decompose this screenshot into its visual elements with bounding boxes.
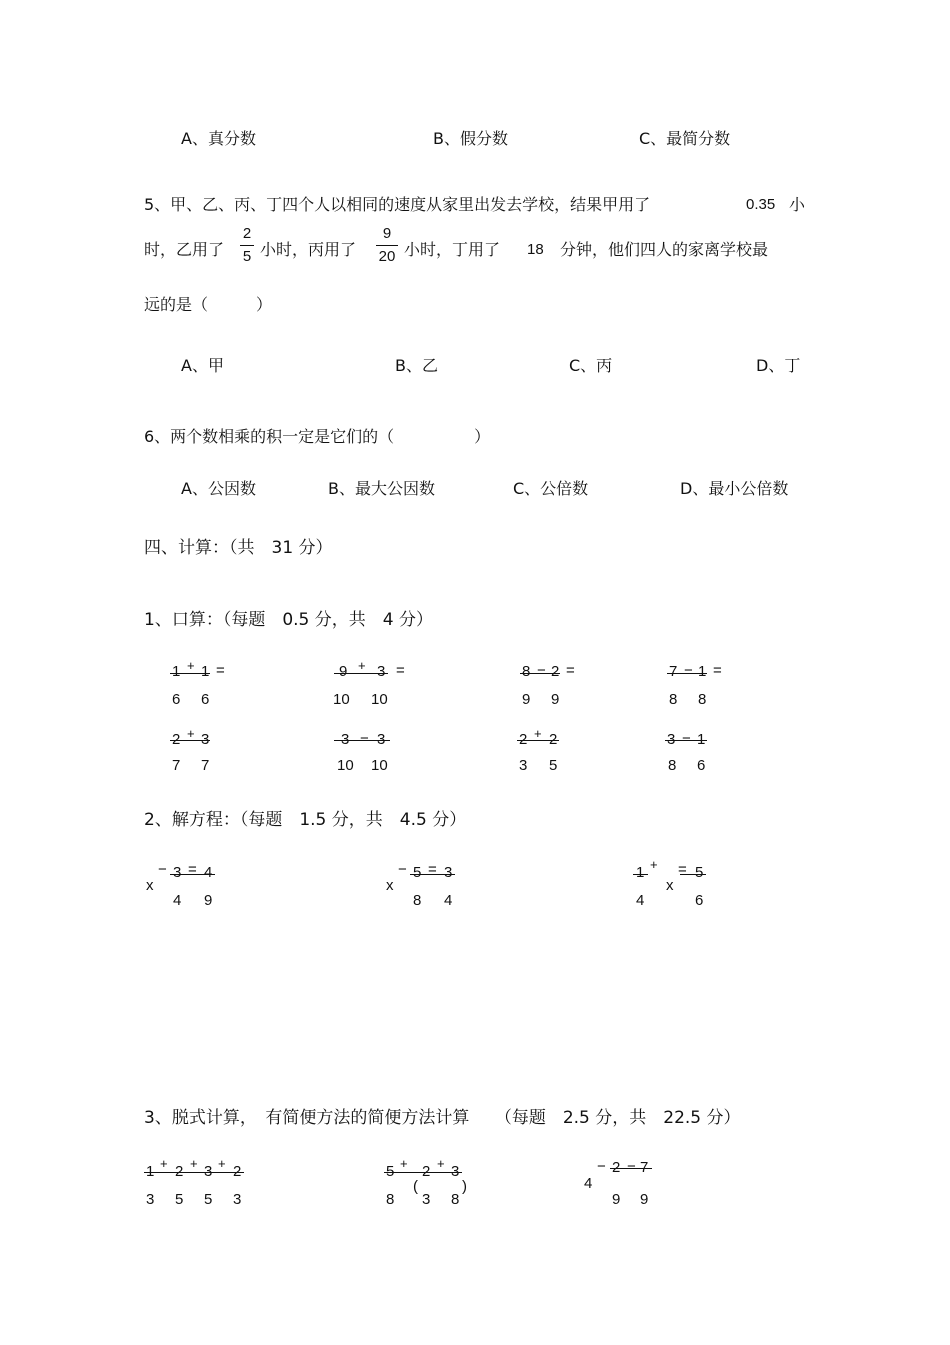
operator: − bbox=[684, 662, 693, 679]
denominator: 5 bbox=[175, 1191, 184, 1208]
numerator-a: 5 bbox=[413, 864, 422, 881]
numerator-a: 8 bbox=[522, 663, 531, 680]
operator: − bbox=[627, 1158, 636, 1175]
denominator-a: 8 bbox=[413, 892, 422, 909]
option-a: A、真分数 bbox=[181, 129, 256, 148]
denominator-a: 9 bbox=[522, 691, 531, 708]
fraction-bars bbox=[520, 673, 560, 674]
q6-option-a: A、公因数 bbox=[181, 479, 256, 498]
denominator-a: 8 bbox=[668, 757, 677, 774]
numerator: 2 bbox=[233, 1163, 242, 1180]
q6-option-c: C、公倍数 bbox=[513, 479, 589, 498]
denominator-b: 6 bbox=[695, 892, 704, 909]
numerator-a: 9 bbox=[339, 663, 348, 680]
fraction-bar bbox=[240, 245, 254, 246]
equals: = bbox=[566, 662, 575, 679]
numerator-a: 2 bbox=[519, 731, 528, 748]
denominator: 8 bbox=[451, 1191, 460, 1208]
equals: = bbox=[188, 861, 197, 878]
variable-x: x bbox=[386, 877, 394, 894]
operator: − bbox=[537, 662, 546, 679]
numerator-a: 3 bbox=[173, 864, 182, 881]
numerator-a: 3 bbox=[667, 731, 676, 748]
q5-line2a: 时，乙用了 bbox=[144, 240, 225, 259]
denominator-b: 6 bbox=[201, 691, 210, 708]
whole-number: 4 bbox=[584, 1175, 593, 1192]
operator: − bbox=[360, 730, 369, 747]
variable-x: x bbox=[146, 877, 154, 894]
equals: = bbox=[428, 861, 437, 878]
denominator: 9 bbox=[640, 1191, 649, 1208]
numerator-a: 1 bbox=[172, 663, 181, 680]
numerator: 2 bbox=[175, 1163, 184, 1180]
fraction-bars bbox=[667, 673, 707, 674]
denominator-b: 10 bbox=[371, 691, 388, 708]
numerator: 2 bbox=[612, 1159, 621, 1176]
numerator-b: 3 bbox=[201, 731, 210, 748]
denominator-b: 9 bbox=[551, 691, 560, 708]
section-heading: 四、计算：（共 31 分） bbox=[144, 538, 333, 558]
operator: + bbox=[400, 1156, 408, 1171]
numerator-b: 3 bbox=[444, 864, 453, 881]
equals: = bbox=[216, 662, 225, 679]
q5-fraction-2-5 bbox=[240, 225, 254, 266]
denominator-b: 6 bbox=[697, 757, 706, 774]
numerator-a: 3 bbox=[341, 731, 350, 748]
numerator-b: 3 bbox=[377, 663, 386, 680]
denominator-a: 8 bbox=[669, 691, 678, 708]
variable-x: x bbox=[666, 877, 674, 894]
numerator-b: 1 bbox=[698, 663, 707, 680]
fraction-bar bbox=[633, 874, 648, 875]
option-b: B、假分数 bbox=[433, 129, 508, 148]
fraction-bars bbox=[170, 740, 210, 741]
operator: − bbox=[597, 1158, 606, 1175]
numerator: 5 bbox=[386, 1163, 395, 1180]
numerator: 1 bbox=[146, 1163, 155, 1180]
q5-value-hours: 0.35 bbox=[746, 196, 776, 213]
q5-line1: 5、甲、乙、丙、丁四个人以相同的速度从家里出发去学校，结果甲用了 bbox=[144, 195, 651, 214]
q5-line2c: 小时，丁用了 bbox=[404, 240, 501, 259]
fraction-bars bbox=[334, 740, 390, 741]
fraction-bars bbox=[334, 673, 388, 674]
denominator-b: 4 bbox=[444, 892, 453, 909]
q6-option-d: D、最小公倍数 bbox=[680, 479, 789, 498]
q5-line3: 远的是（ ） bbox=[144, 295, 273, 314]
q5-value-minutes: 18 bbox=[527, 241, 544, 258]
denominator-b: 7 bbox=[201, 757, 210, 774]
q6-text: 6、两个数相乘的积一定是它们的（ ） bbox=[144, 427, 491, 446]
numerator-b: 1 bbox=[201, 663, 210, 680]
q6-option-b: B、最大公因数 bbox=[328, 479, 435, 498]
q5-line2d: 分钟，他们四人的家离学校最 bbox=[560, 240, 769, 259]
denominator: 3 bbox=[422, 1191, 431, 1208]
fraction-bars bbox=[384, 1172, 462, 1173]
q5-line2b: 小时，丙用了 bbox=[260, 240, 357, 259]
operator: + bbox=[358, 658, 366, 673]
operator: + bbox=[187, 726, 195, 741]
denominator: 5 bbox=[242, 248, 252, 265]
q5-option-c: C、丙 bbox=[569, 356, 613, 375]
denominator-a: 3 bbox=[519, 757, 528, 774]
operator: + bbox=[160, 1156, 168, 1171]
denominator-b: 5 bbox=[549, 757, 558, 774]
denominator: 3 bbox=[146, 1191, 155, 1208]
denominator-a: 4 bbox=[636, 892, 645, 909]
denominator-a: 7 bbox=[172, 757, 181, 774]
fraction-bars bbox=[144, 1172, 244, 1173]
q5-option-b: B、乙 bbox=[395, 356, 438, 375]
operator: + bbox=[187, 658, 195, 673]
subsection-step-calc: 3、脱式计算， 有简便方法的简便方法计算 （每题 2.5 分，共 22.5 分） bbox=[144, 1108, 741, 1128]
denominator-a: 4 bbox=[173, 892, 182, 909]
numerator-a: 2 bbox=[172, 731, 181, 748]
fraction-bars bbox=[170, 673, 210, 674]
fraction-bars bbox=[610, 1168, 652, 1169]
numerator-b: 3 bbox=[377, 731, 386, 748]
denominator: 3 bbox=[233, 1191, 242, 1208]
denominator-b: 8 bbox=[698, 691, 707, 708]
q5-option-d: D、丁 bbox=[756, 356, 801, 375]
q5-unit: 小 bbox=[789, 195, 806, 214]
denominator: 8 bbox=[386, 1191, 395, 1208]
fraction-bar bbox=[680, 874, 706, 875]
numerator: 2 bbox=[422, 1163, 431, 1180]
numerator: 7 bbox=[640, 1159, 649, 1176]
denominator: 9 bbox=[612, 1191, 621, 1208]
operator: − bbox=[682, 730, 691, 747]
denominator-a: 10 bbox=[333, 691, 350, 708]
right-paren: ) bbox=[462, 1178, 467, 1195]
fraction-bars bbox=[665, 740, 707, 741]
fraction-bars bbox=[170, 874, 215, 875]
numerator-a: 7 bbox=[669, 663, 678, 680]
numerator: 3 bbox=[204, 1163, 213, 1180]
denominator-a: 10 bbox=[337, 757, 354, 774]
operator: + bbox=[534, 726, 542, 741]
denominator-b: 9 bbox=[204, 892, 213, 909]
operator: + bbox=[218, 1156, 226, 1171]
numerator-b: 5 bbox=[695, 864, 704, 881]
equals: = bbox=[678, 861, 687, 878]
fraction-bars bbox=[517, 740, 559, 741]
numerator: 9 bbox=[382, 225, 392, 242]
operator: − bbox=[158, 861, 167, 878]
denominator: 20 bbox=[378, 248, 396, 265]
fraction-bars bbox=[410, 874, 455, 875]
operator: + bbox=[437, 1156, 445, 1171]
numerator: 2 bbox=[242, 225, 252, 242]
equals: = bbox=[713, 662, 722, 679]
numerator-b: 4 bbox=[204, 864, 213, 881]
denominator: 5 bbox=[204, 1191, 213, 1208]
numerator-b: 2 bbox=[549, 731, 558, 748]
fraction-bar bbox=[376, 245, 398, 246]
equals: = bbox=[396, 662, 405, 679]
denominator-a: 6 bbox=[172, 691, 181, 708]
operator: − bbox=[398, 861, 407, 878]
operator: + bbox=[190, 1156, 198, 1171]
denominator-b: 10 bbox=[371, 757, 388, 774]
numerator: 3 bbox=[451, 1163, 460, 1180]
numerator-b: 1 bbox=[697, 731, 706, 748]
subsection-oral: 1、口算：（每题 0.5 分，共 4 分） bbox=[144, 610, 433, 630]
q5-fraction-9-20 bbox=[376, 225, 398, 266]
q5-option-a: A、甲 bbox=[181, 356, 224, 375]
numerator-a: 1 bbox=[636, 864, 645, 881]
numerator-b: 2 bbox=[551, 663, 560, 680]
operator: + bbox=[650, 857, 658, 872]
option-c: C、最简分数 bbox=[639, 129, 731, 148]
subsection-equations: 2、解方程：（每题 1.5 分，共 4.5 分） bbox=[144, 810, 467, 830]
left-paren: ( bbox=[413, 1178, 418, 1195]
